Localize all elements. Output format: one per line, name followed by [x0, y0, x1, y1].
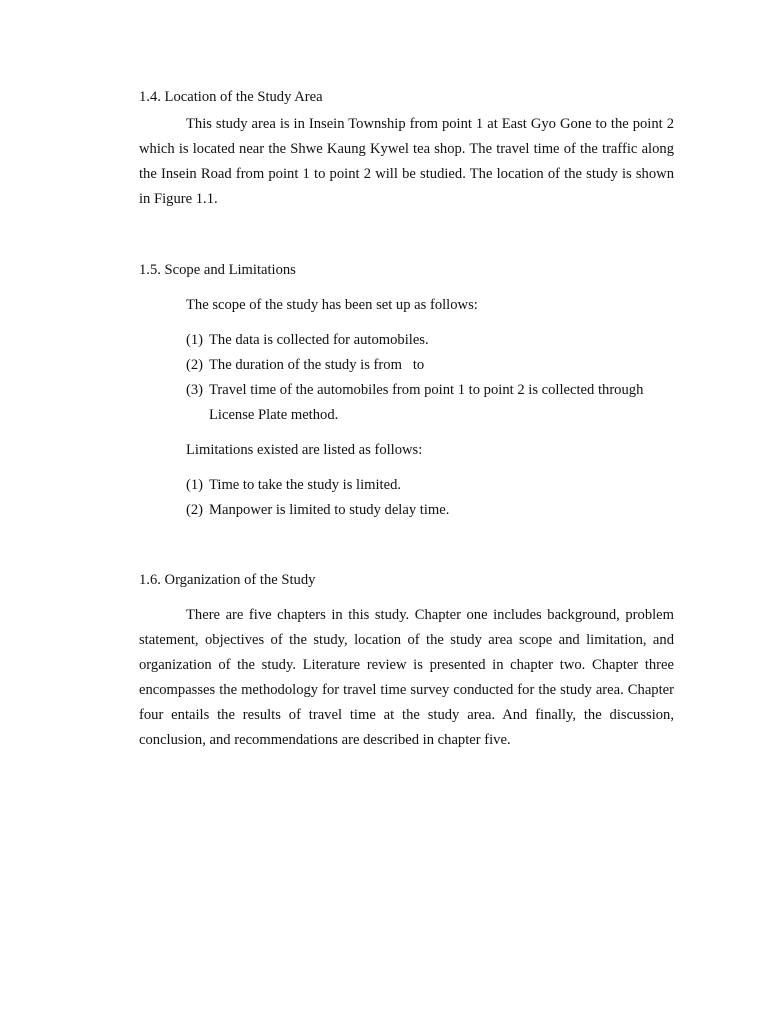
list-text: Manpower is limited to study delay time.: [209, 502, 450, 518]
scope-intro: The scope of the study has been set up as follows:: [186, 297, 478, 313]
section-heading-organization: 1.6. Organization of the Study: [139, 572, 316, 588]
section-heading-location: 1.4. Location of the Study Area: [139, 89, 323, 105]
location-paragraph: This study area is in Insein Township from point 1 at East Gyo Gone to the point 2 which is located near the Shwe Kaung Kywel tea shop. The travel time of the traffic along the Insein Road from point 1 to point 2 will be studied. The location of the study is shown in Figure 1.1.: [139, 116, 674, 207]
list-number: (2): [186, 502, 204, 518]
list-number: (3): [186, 382, 204, 398]
scope-list: [139, 328, 674, 428]
organization-paragraph: There are five chapters in this study. Chapter one includes background, problem statement, objectives of the study, location of the study area scope and limitation, and organization of the study. Literature review is presented in chapter two. Chapter three encompasses the methodology for travel time survey conducted for the study area. Chapter four entails the results of travel time at the study area. And finally, the discussion, conclusion, and recommendations are described in chapter five.: [139, 607, 674, 748]
list-text: The duration of the study is from to: [209, 357, 425, 373]
list-item: [186, 328, 674, 353]
document-body: [139, 85, 674, 753]
list-item: [186, 378, 674, 428]
list-number: (1): [186, 477, 204, 493]
limitations-list: [139, 473, 674, 523]
list-item: [186, 498, 674, 523]
list-item: [186, 473, 674, 498]
list-item: [186, 353, 674, 378]
limitations-intro: Limitations existed are listed as follows:: [186, 442, 423, 458]
section-heading-scope: 1.5. Scope and Limitations: [139, 262, 296, 278]
list-text: The data is collected for automobiles.: [209, 332, 429, 348]
list-number: (2): [186, 357, 204, 373]
list-number: (1): [186, 332, 204, 348]
list-text: Travel time of the automobiles from point 1 to point 2 is collected through License Plate method.: [209, 382, 644, 423]
list-text: Time to take the study is limited.: [209, 477, 402, 493]
